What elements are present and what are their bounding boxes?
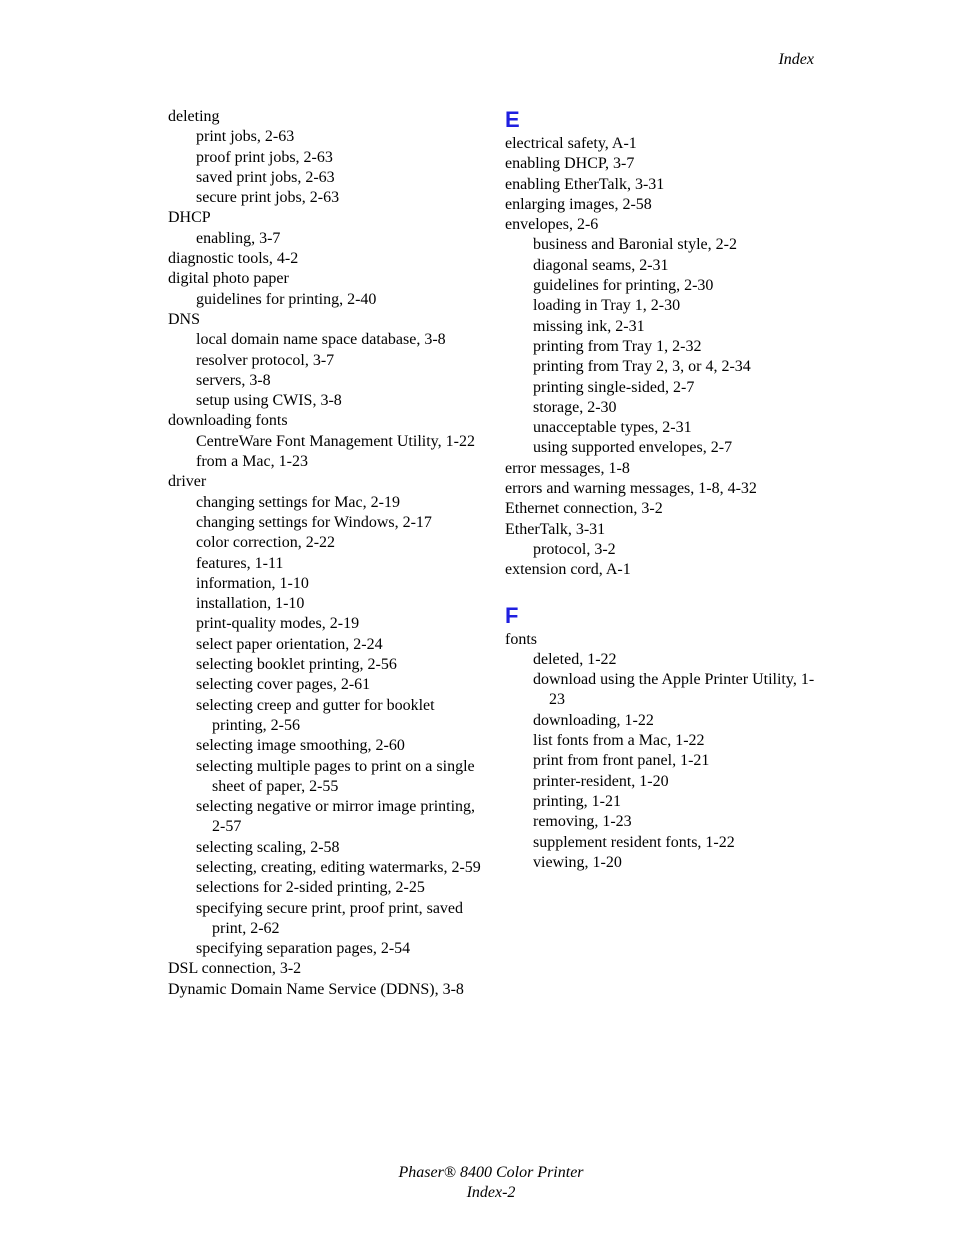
index-subentry: selecting, creating, editing watermarks, 2-59 [196,858,481,876]
index-entry: deleting [168,108,220,125]
index-subentry: removing, 1-23 [533,813,632,831]
index-subentry: resolver protocol, 3-7 [196,351,335,369]
index-column-left [168,107,486,1000]
index-entry: fonts [505,630,537,648]
index-letter-group [505,107,825,581]
index-subentry: saved print jobs, 2-63 [196,168,335,186]
index-entry: diagnostic tools, 4-2 [168,250,299,268]
index-letter-heading: E [505,107,520,132]
index-subentry: changing settings for Windows, 2-17 [196,513,432,531]
index-subentry: secure print jobs, 2-63 [196,189,340,207]
index-subentry: list fonts from a Mac, 1-22 [533,732,705,750]
index-subentry: select paper orientation, 2-24 [196,635,383,653]
index-entry: driver [168,473,207,491]
index-entry: enlarging images, 2-58 [505,195,652,213]
index-entry: DSL connection, 3-2 [168,960,302,978]
index-subentry: information, 1-10 [196,574,309,592]
index-letter-heading: F [505,602,519,628]
index-subentry: download using the Apple Printer Utility, 1-23 [533,671,815,709]
index-subentry: specifying secure print, proof print, saved print, 2-62 [196,899,464,937]
index-subentry: supplement resident fonts, 1-22 [533,833,735,851]
index-subentry: viewing, 1-20 [533,853,622,871]
index-subentry: specifying separation pages, 2-54 [196,940,411,958]
index-subentry: selecting scaling, 2-58 [196,838,340,856]
index-entry: DNS [168,310,201,328]
index-column-right [505,107,825,895]
index-letter-group [505,603,825,874]
index-subentry: storage, 2-30 [533,398,617,416]
index-subentry: color correction, 2-22 [196,534,336,552]
index-subentry: selecting multiple pages to print on a single sheet of paper, 2-55 [196,757,475,795]
index-subentry: servers, 3-8 [196,371,271,389]
index-subentry: printing single-sided, 2-7 [533,378,695,396]
index-subentry: setup using CWIS, 3-8 [196,392,342,410]
index-subentry: selecting creep and gutter for booklet printing, 2-56 [196,696,435,734]
index-subentry: print jobs, 2-63 [196,128,295,146]
index-subentry: printing from Tray 2, 3, or 4, 2-34 [533,358,751,376]
index-subentry: selecting negative or mirror image printing, 2-57 [196,798,476,836]
index-subentry: guidelines for printing, 2-40 [196,290,377,308]
index-entry: digital photo paper [168,270,289,288]
index-subentry: selecting cover pages, 2-61 [196,676,371,694]
index-entry: error messages, 1-8 [505,459,630,477]
index-subentry: print from front panel, 1-21 [533,752,710,770]
index-entry: envelopes, 2-6 [505,216,599,234]
index-entry: DHCP [168,209,211,227]
index-subentry: selections for 2-sided printing, 2-25 [196,879,425,897]
index-subentry: loading in Tray 1, 2-30 [533,297,681,315]
index-subentry: guidelines for printing, 2-30 [533,277,714,295]
index-entry: enabling EtherTalk, 3-31 [505,175,665,193]
footer-page-number: Index-2 [466,1184,516,1201]
index-entry: EtherTalk, 3-31 [505,520,606,538]
running-head: Index [778,51,814,68]
index-subentry: printer-resident, 1-20 [533,772,669,790]
index-subentry: diagonal seams, 2-31 [533,256,669,274]
index-subentry: protocol, 3-2 [533,540,616,558]
index-subentry: missing ink, 2-31 [533,317,645,335]
index-subentry: selecting booklet printing, 2-56 [196,656,397,674]
index-subentry: installation, 1-10 [196,595,305,613]
index-subentry: unacceptable types, 2-31 [533,419,692,437]
index-entry: downloading fonts [168,412,288,430]
index-subentry: business and Baronial style, 2-2 [533,236,737,254]
index-subentry: local domain name space database, 3-8 [196,331,446,349]
index-subentry: print-quality modes, 2-19 [196,615,360,633]
index-subentry: changing settings for Mac, 2-19 [196,493,400,511]
index-entry: Dynamic Domain Name Service (DDNS), 3-8 [168,980,464,998]
index-entry: enabling DHCP, 3-7 [505,155,635,173]
index-subentry: deleted, 1-22 [533,650,617,668]
index-subentry: CentreWare Font Management Utility, 1-22 [196,432,475,450]
index-entry: Ethernet connection, 3-2 [505,500,663,518]
index-subentry: using supported envelopes, 2-7 [533,439,733,457]
index-entry: electrical safety, A-1 [505,135,637,152]
index-entry: errors and warning messages, 1-8, 4-32 [505,480,757,498]
index-entry: extension cord, A-1 [505,561,631,579]
index-subentry: printing from Tray 1, 2-32 [533,337,702,355]
index-subentry: downloading, 1-22 [533,711,654,729]
index-subentry: from a Mac, 1-23 [196,453,308,471]
page-footer [0,1163,954,1203]
index-subentry: proof print jobs, 2-63 [196,148,333,166]
index-subentry: features, 1-11 [196,554,284,572]
index-subentry: selecting image smoothing, 2-60 [196,737,405,755]
index-subentry: enabling, 3-7 [196,229,281,247]
footer-product: Phaser® 8400 Color Printer [398,1164,584,1181]
index-subentry: printing, 1-21 [533,792,621,810]
